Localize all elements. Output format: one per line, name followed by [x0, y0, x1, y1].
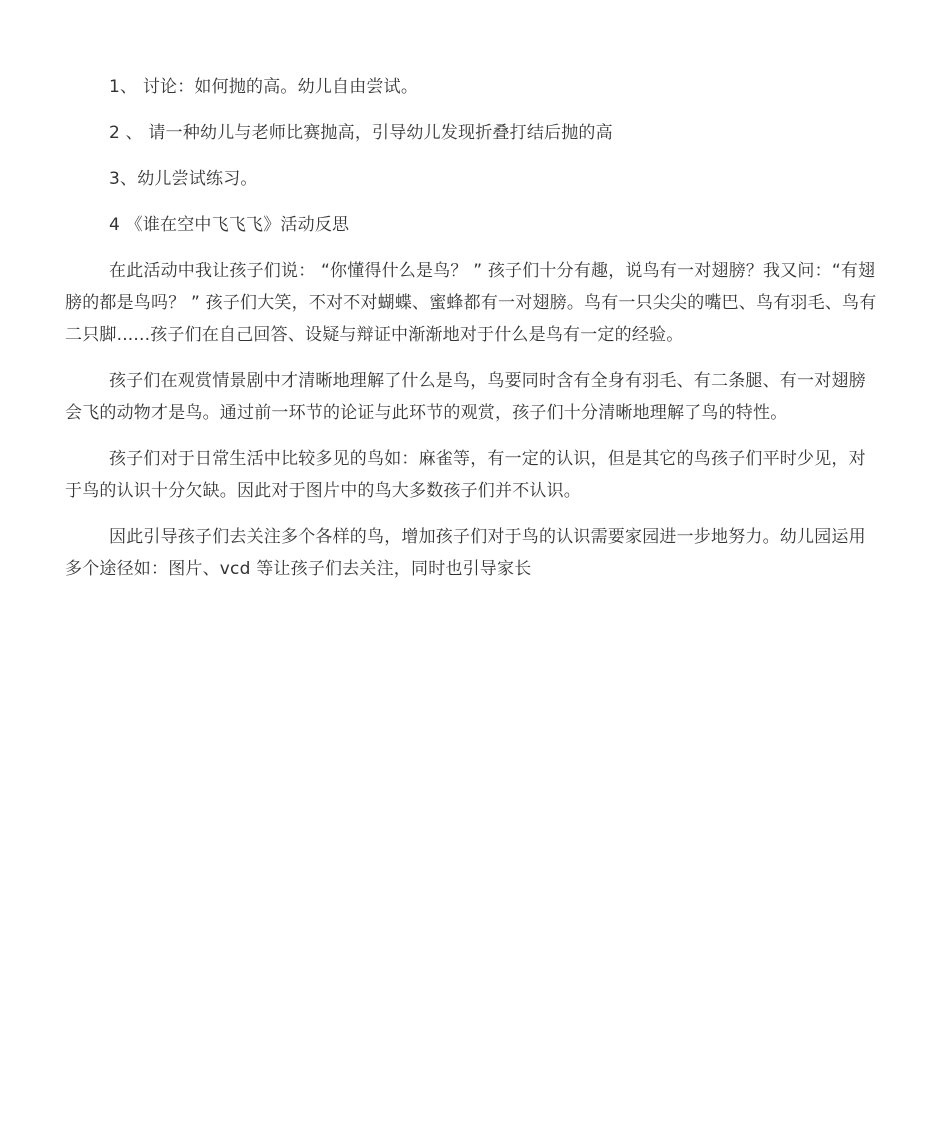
step-2-text: 2 、 请一种幼儿与老师比赛抛高，引导幼儿发现折叠打结后抛的高: [109, 123, 613, 143]
reflection-heading: 4 《谁在空中飞飞飞》活动反思: [109, 215, 350, 235]
reflection-paragraph-1: 在此活动中我让孩子们说： “你懂得什么是鸟？ ” 孩子们十分有趣，说鸟有一对翅膀？我又问：“有翅膀的都是鸟吗？ ” 孩子们大笑，不对不对蝴蝶、蜜蜂都有一对翅膀。鸟有一只尖尖的嘴巴、鸟有羽毛、鸟有二只脚......孩子们在自己回答、设疑与辩证中渐渐地对于什么是鸟有一定的经验。: [65, 261, 877, 345]
reflection-paragraph-2: 孩子们在观赏情景剧中才清晰地理解了什么是鸟，鸟要同时含有全身有羽毛、有二条腿、有一对翅膀会飞的动物才是鸟。通过前一环节的论证与此环节的观赏，孩子们十分清晰地理解了鸟的特性。: [65, 371, 866, 423]
reflection-paragraph-3: 孩子们对于日常生活中比较多见的鸟如：麻雀等，有一定的认识，但是其它的鸟孩子们平时少见，对于鸟的认识十分欠缺。因此对于图片中的鸟大多数孩子们并不认识。: [65, 449, 866, 501]
step-3-text: 3、幼儿尝试练习。: [109, 169, 258, 189]
reflection-paragraph-4: 因此引导孩子们去关注多个各样的鸟，增加孩子们对于鸟的认识需要家园进一步地努力。幼儿园运用多个途径如：图片、vcd 等让孩子们去关注，同时也引导家长: [65, 527, 866, 579]
step-1-text: 1、 讨论：如何抛的高。幼儿自由尝试。: [109, 77, 419, 97]
document-body: [65, 71, 880, 599]
